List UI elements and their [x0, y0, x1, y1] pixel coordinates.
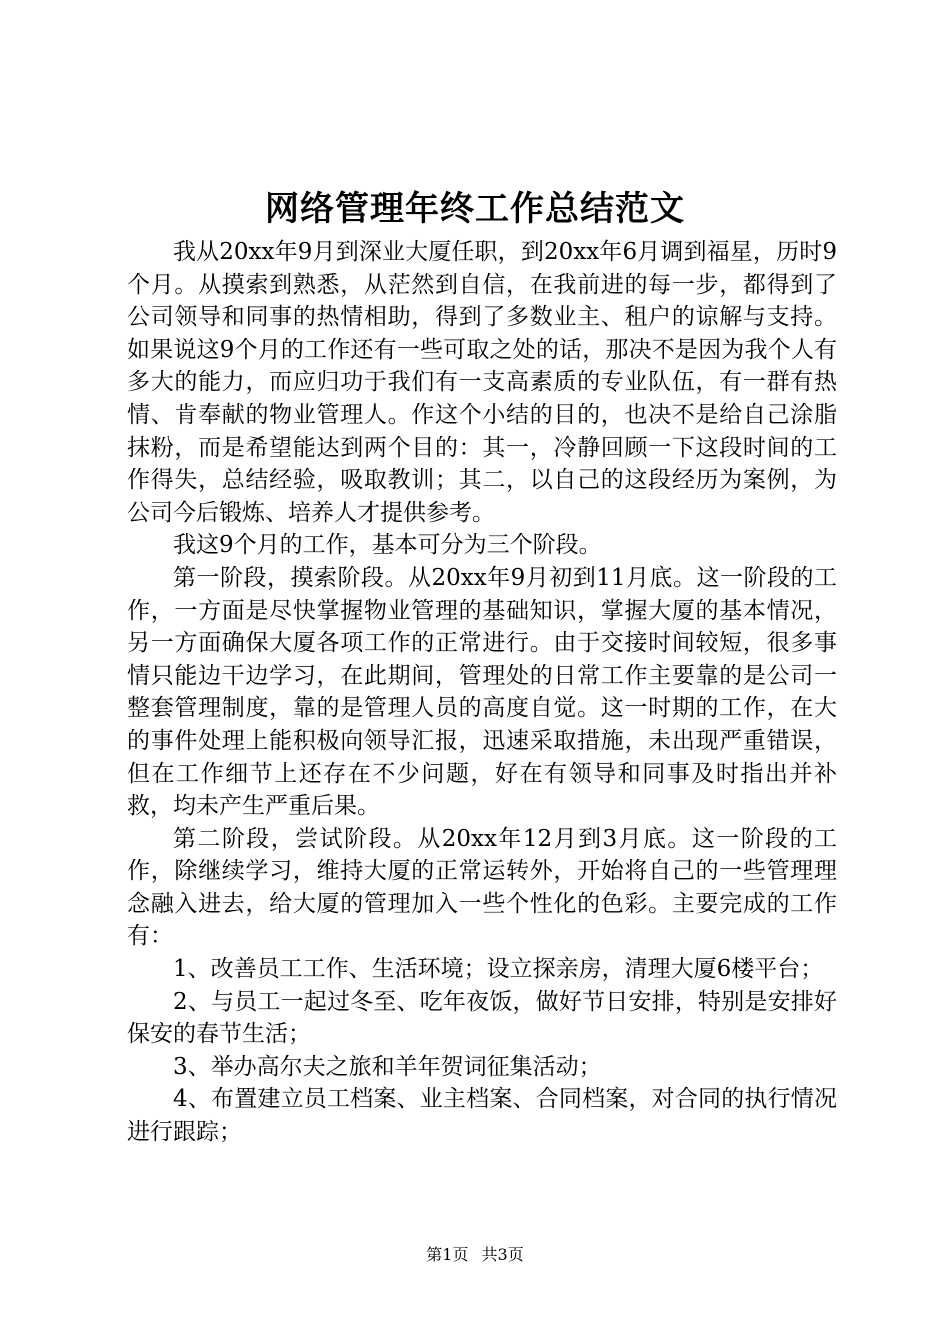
paragraph-stage-one: 第一阶段，摸索阶段。从20xx年9月初到11月底。这一阶段的工作，一方面是尽快掌握物业管理的基础知识，掌握大厦的基本情况，另一方面确保大厦各项工作的正常进行。由于交接时间较短，很多事情只能边干边学习，在此期间，管理处的日常工作主要靠的是公司一整套管理制度，靠的是管理人员的高度自觉。这一时期的工作，在大的事件处理上能积极向领导汇报，迅速采取措施，未出现严重错误，但在工作细节上还存在不少问题，好在有领导和同事及时指出并补救，均未产生严重后果。: [127, 564, 837, 820]
page-number: 第1页: [426, 1245, 469, 1264]
list-item: 1、改善员工工作、生活环境；设立探亲房，清理大厦6楼平台；: [173, 956, 824, 983]
page-footer: [0, 1243, 950, 1267]
list-item: 4、布置建立员工档案、业主档案、合同档案，对合同的执行情况进行跟踪；: [127, 1086, 837, 1146]
document-body: [127, 236, 837, 1149]
list-item: 2、与员工一起过冬至、吃年夜饭，做好节日安排，特别是安排好保安的春节生活；: [127, 988, 837, 1048]
paragraph-stage-two: 第二阶段，尝试阶段。从20xx年12月到3月底。这一阶段的工作，除继续学习，维持大厦的正常运转外，开始将自己的一些管理理念融入进去，给大厦的管理加入一些个性化的色彩。主要完成的工作有：: [127, 825, 837, 950]
list-item: 3、举办高尔夫之旅和羊年贺词征集活动；: [173, 1053, 602, 1080]
paragraph-intro: 我从20xx年9月到深业大厦任职，到20xx年6月调到福星，历时9个月。从摸索到熟悉，从茫然到自信，在我前进的每一步，都得到了公司领导和同事的热情相助，得到了多数业主、租户的谅解与支持。如果说这9个月的工作还有一些可取之处的话，那决不是因为我个人有多大的能力，而应归功于我们有一支高素质的专业队伍，有一群有热情、肯奉献的物业管理人。作这个小结的目的，也决不是给自己涂脂抹粉，而是希望能达到两个目的：其一，冷静回顾一下这段时间的工作得失，总结经验，吸取教训；其二，以自己的这段经历为案例，为公司今后锻炼、培养人才提供参考。: [127, 239, 837, 526]
document-title: 网络管理年终工作总结范文: [265, 189, 685, 229]
page-total: 共3页: [481, 1245, 524, 1264]
paragraph-overview: 我这9个月的工作，基本可分为三个阶段。: [173, 532, 602, 559]
